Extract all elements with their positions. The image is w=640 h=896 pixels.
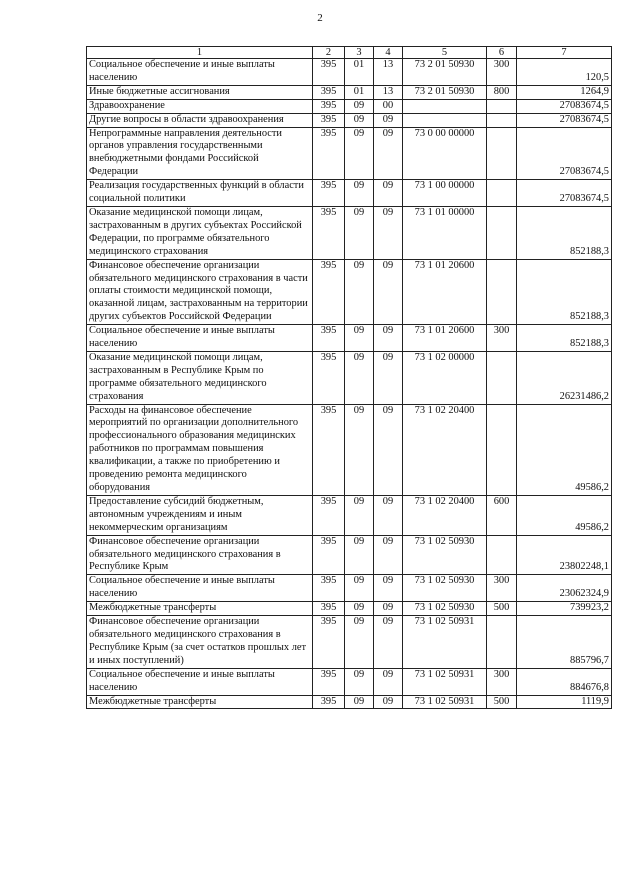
row-csr-cell: 73 1 02 50931 xyxy=(403,695,487,709)
row-pr-cell: 09 xyxy=(374,351,403,404)
row-csr-cell: 73 1 01 00000 xyxy=(403,206,487,259)
row-rz-cell: 09 xyxy=(345,695,374,709)
row-name-cell: Межбюджетные трансферты xyxy=(87,695,313,709)
row-amount-cell: 23062324,9 xyxy=(517,575,612,602)
row-rz-cell: 09 xyxy=(345,351,374,404)
row-vr-cell xyxy=(487,259,517,325)
row-amount-cell: 739923,2 xyxy=(517,602,612,616)
row-csr-cell: 73 1 02 50930 xyxy=(403,602,487,616)
row-amount-cell: 23802248,1 xyxy=(517,535,612,575)
row-pr-cell: 00 xyxy=(374,99,403,113)
row-vr-cell xyxy=(487,180,517,207)
row-csr-cell: 73 1 02 50931 xyxy=(403,668,487,695)
row-gr-cell: 395 xyxy=(313,695,345,709)
row-name-cell: Предоставление субсидий бюджетным, автономным учреждениям и иным некоммерческим организациям xyxy=(87,495,313,535)
row-gr-cell: 395 xyxy=(313,325,345,352)
row-name-cell: Социальное обеспечение и иные выплаты населению xyxy=(87,325,313,352)
row-gr-cell: 395 xyxy=(313,404,345,495)
row-vr-cell xyxy=(487,127,517,180)
row-amount-cell: 27083674,5 xyxy=(517,127,612,180)
row-rz-cell: 09 xyxy=(345,616,374,669)
row-rz-cell: 09 xyxy=(345,602,374,616)
row-vr-cell xyxy=(487,535,517,575)
row-csr-cell: 73 2 01 50930 xyxy=(403,59,487,86)
row-vr-cell: 500 xyxy=(487,602,517,616)
row-gr-cell: 395 xyxy=(313,351,345,404)
row-name-cell: Межбюджетные трансферты xyxy=(87,602,313,616)
row-csr-cell xyxy=(403,99,487,113)
row-csr-cell: 73 1 02 20400 xyxy=(403,495,487,535)
header-row xyxy=(87,47,612,59)
row-name-cell: Реализация государственных функций в области социальной политики xyxy=(87,180,313,207)
row-amount-cell: 852188,3 xyxy=(517,206,612,259)
row-amount-cell: 852188,3 xyxy=(517,259,612,325)
row-name-cell: Социальное обеспечение и иные выплаты населению xyxy=(87,668,313,695)
row-amount-cell: 27083674,5 xyxy=(517,99,612,113)
row-rz-cell: 09 xyxy=(345,99,374,113)
row-csr-cell: 73 1 02 20400 xyxy=(403,404,487,495)
table-row xyxy=(87,180,612,207)
row-pr-cell: 09 xyxy=(374,668,403,695)
table-row xyxy=(87,668,612,695)
table-row xyxy=(87,59,612,86)
table-row xyxy=(87,206,612,259)
row-gr-cell: 395 xyxy=(313,206,345,259)
row-amount-cell: 1264,9 xyxy=(517,85,612,99)
row-gr-cell: 395 xyxy=(313,259,345,325)
row-vr-cell: 300 xyxy=(487,575,517,602)
row-pr-cell: 09 xyxy=(374,602,403,616)
table-row xyxy=(87,495,612,535)
table-row xyxy=(87,535,612,575)
row-csr-cell xyxy=(403,113,487,127)
table-row xyxy=(87,575,612,602)
row-pr-cell: 09 xyxy=(374,495,403,535)
table-row xyxy=(87,85,612,99)
row-pr-cell: 09 xyxy=(374,535,403,575)
row-vr-cell: 500 xyxy=(487,695,517,709)
row-pr-cell: 13 xyxy=(374,59,403,86)
row-csr-cell: 73 1 00 00000 xyxy=(403,180,487,207)
row-name-cell: Иные бюджетные ассигнования xyxy=(87,85,313,99)
table-row xyxy=(87,404,612,495)
row-rz-cell: 09 xyxy=(345,404,374,495)
row-pr-cell: 09 xyxy=(374,127,403,180)
row-pr-cell: 09 xyxy=(374,259,403,325)
row-rz-cell: 09 xyxy=(345,495,374,535)
row-amount-cell: 1119,9 xyxy=(517,695,612,709)
row-pr-cell: 09 xyxy=(374,695,403,709)
column-header: 6 xyxy=(487,47,517,59)
row-name-cell: Финансовое обеспечение организации обязательного медицинского страхования в части оплаты стоимости медицинской помощи, оказанной лицам, застрахованным на территории других субъектов Российской Федерации xyxy=(87,259,313,325)
row-gr-cell: 395 xyxy=(313,575,345,602)
row-rz-cell: 01 xyxy=(345,59,374,86)
row-name-cell: Оказание медицинской помощи лицам, застрахованным в Республике Крым по программе обязательного медицинского страхования xyxy=(87,351,313,404)
row-pr-cell: 09 xyxy=(374,575,403,602)
row-amount-cell: 885796,7 xyxy=(517,616,612,669)
row-rz-cell: 09 xyxy=(345,180,374,207)
row-rz-cell: 09 xyxy=(345,206,374,259)
row-vr-cell: 300 xyxy=(487,668,517,695)
row-gr-cell: 395 xyxy=(313,180,345,207)
row-pr-cell: 09 xyxy=(374,206,403,259)
row-gr-cell: 395 xyxy=(313,668,345,695)
row-rz-cell: 09 xyxy=(345,259,374,325)
row-vr-cell xyxy=(487,99,517,113)
row-name-cell: Другие вопросы в области здравоохранения xyxy=(87,113,313,127)
row-gr-cell: 395 xyxy=(313,495,345,535)
table-row xyxy=(87,325,612,352)
row-vr-cell xyxy=(487,404,517,495)
row-amount-cell: 26231486,2 xyxy=(517,351,612,404)
row-vr-cell xyxy=(487,616,517,669)
table-row xyxy=(87,616,612,669)
table-row xyxy=(87,99,612,113)
row-csr-cell: 73 1 01 20600 xyxy=(403,259,487,325)
row-amount-cell: 27083674,5 xyxy=(517,180,612,207)
row-csr-cell: 73 0 00 00000 xyxy=(403,127,487,180)
row-name-cell: Социальное обеспечение и иные выплаты населению xyxy=(87,575,313,602)
row-amount-cell: 852188,3 xyxy=(517,325,612,352)
row-gr-cell: 395 xyxy=(313,99,345,113)
table-row xyxy=(87,602,612,616)
row-rz-cell: 09 xyxy=(345,127,374,180)
column-header: 2 xyxy=(313,47,345,59)
row-pr-cell: 13 xyxy=(374,85,403,99)
column-header: 3 xyxy=(345,47,374,59)
table-row xyxy=(87,259,612,325)
row-gr-cell: 395 xyxy=(313,59,345,86)
table-row xyxy=(87,113,612,127)
row-amount-cell: 884676,8 xyxy=(517,668,612,695)
row-gr-cell: 395 xyxy=(313,602,345,616)
row-rz-cell: 09 xyxy=(345,668,374,695)
row-pr-cell: 09 xyxy=(374,616,403,669)
row-pr-cell: 09 xyxy=(374,180,403,207)
row-rz-cell: 09 xyxy=(345,113,374,127)
row-amount-cell: 120,5 xyxy=(517,59,612,86)
row-gr-cell: 395 xyxy=(313,127,345,180)
table-row xyxy=(87,695,612,709)
row-vr-cell: 800 xyxy=(487,85,517,99)
row-gr-cell: 395 xyxy=(313,535,345,575)
column-header: 1 xyxy=(87,47,313,59)
row-rz-cell: 09 xyxy=(345,535,374,575)
row-name-cell: Непрограммные направления деятельности органов управления государственными внебюджетными фондами Российской Федерации xyxy=(87,127,313,180)
row-csr-cell: 73 1 02 00000 xyxy=(403,351,487,404)
row-amount-cell: 49586,2 xyxy=(517,495,612,535)
row-name-cell: Оказание медицинской помощи лицам, застрахованным в других субъектах Российской Федерации, по программе обязательного медицинского страхования xyxy=(87,206,313,259)
row-csr-cell: 73 1 01 20600 xyxy=(403,325,487,352)
row-rz-cell: 01 xyxy=(345,85,374,99)
row-name-cell: Финансовое обеспечение организации обязательного медицинского страхования в Республике Крым (за счет остатков прошлых лет и иных поступлений) xyxy=(87,616,313,669)
row-gr-cell: 395 xyxy=(313,85,345,99)
row-vr-cell xyxy=(487,206,517,259)
row-pr-cell: 09 xyxy=(374,113,403,127)
column-header: 5 xyxy=(403,47,487,59)
row-vr-cell xyxy=(487,113,517,127)
row-csr-cell: 73 1 02 50930 xyxy=(403,575,487,602)
row-vr-cell: 600 xyxy=(487,495,517,535)
row-vr-cell: 300 xyxy=(487,325,517,352)
row-rz-cell: 09 xyxy=(345,325,374,352)
row-name-cell: Финансовое обеспечение организации обязательного медицинского страхования в Республике Крым xyxy=(87,535,313,575)
column-header: 7 xyxy=(517,47,612,59)
page-number: 2 xyxy=(317,12,323,24)
row-name-cell: Социальное обеспечение и иные выплаты населению xyxy=(87,59,313,86)
table-row xyxy=(87,127,612,180)
row-amount-cell: 27083674,5 xyxy=(517,113,612,127)
row-amount-cell: 49586,2 xyxy=(517,404,612,495)
row-vr-cell xyxy=(487,351,517,404)
row-rz-cell: 09 xyxy=(345,575,374,602)
row-csr-cell: 73 2 01 50930 xyxy=(403,85,487,99)
budget-table xyxy=(86,46,612,709)
row-pr-cell: 09 xyxy=(374,325,403,352)
row-gr-cell: 395 xyxy=(313,616,345,669)
row-name-cell: Расходы на финансовое обеспечение мероприятий по организации дополнительного профессионального образования медицинских работников по программам повышения квалификации, а также по приобретению и проведению ремонта медицинского оборудования xyxy=(87,404,313,495)
row-vr-cell: 300 xyxy=(487,59,517,86)
row-name-cell: Здравоохранение xyxy=(87,99,313,113)
table-row xyxy=(87,351,612,404)
row-csr-cell: 73 1 02 50930 xyxy=(403,535,487,575)
column-header: 4 xyxy=(374,47,403,59)
row-csr-cell: 73 1 02 50931 xyxy=(403,616,487,669)
row-pr-cell: 09 xyxy=(374,404,403,495)
row-gr-cell: 395 xyxy=(313,113,345,127)
